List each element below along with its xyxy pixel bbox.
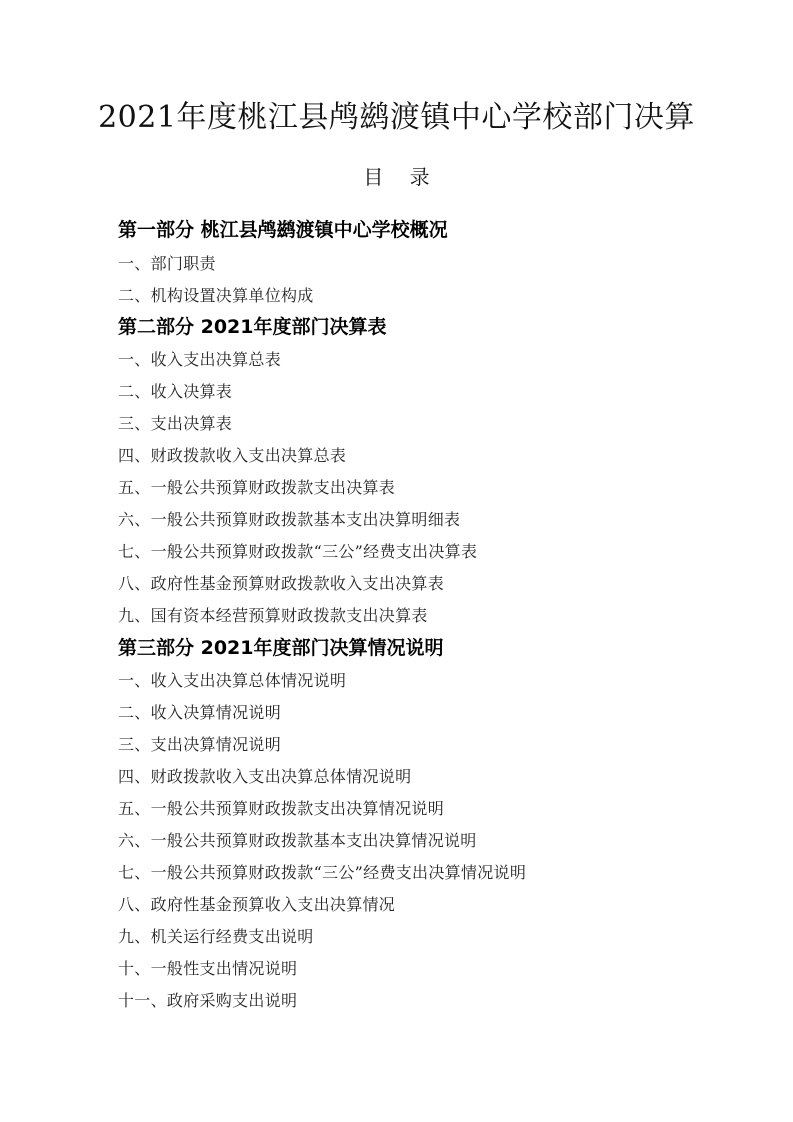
toc-item: 一、收入支出决算总体情况说明 <box>118 671 347 690</box>
toc-item: 四、财政拨款收入支出决算总表 <box>118 446 347 465</box>
toc-item: 二、收入决算情况说明 <box>118 703 282 722</box>
toc-item: 七、一般公共预算财政拨款“三公”经费支出决算表 <box>118 542 478 561</box>
toc-item: 六、一般公共预算财政拨款基本支出决算情况说明 <box>118 831 477 850</box>
toc-item: 一、部门职责 <box>118 254 216 273</box>
toc-heading: 目 录 <box>363 165 440 189</box>
toc-part-1-heading: 第一部分 桃江县鸬鹚渡镇中心学校概况 <box>118 219 448 241</box>
toc-item: 五、一般公共预算财政拨款支出决算表 <box>118 478 396 497</box>
toc-item: 一、收入支出决算总表 <box>118 350 282 369</box>
toc-item: 四、财政拨款收入支出决算总体情况说明 <box>118 767 412 786</box>
toc-item: 六、一般公共预算财政拨款基本支出决算明细表 <box>118 510 461 529</box>
toc-item: 十一、政府采购支出说明 <box>118 991 298 1010</box>
toc-item: 九、国有资本经营预算财政拨款支出决算表 <box>118 606 428 625</box>
toc-item: 八、政府性基金预算财政拨款收入支出决算表 <box>118 574 445 593</box>
toc-item: 五、一般公共预算财政拨款支出决算情况说明 <box>118 799 445 818</box>
toc-item: 三、支出决算情况说明 <box>118 735 282 754</box>
toc-part-3-heading: 第三部分 2021年度部门决算情况说明 <box>118 637 444 659</box>
toc-item: 十、一般性支出情况说明 <box>118 959 298 978</box>
toc-item: 八、政府性基金预算收入支出决算情况 <box>118 895 396 914</box>
document-title: 2021年度桃江县鸬鹚渡镇中心学校部门决算 <box>98 100 695 135</box>
toc-item: 二、机构设置决算单位构成 <box>118 286 314 305</box>
toc-part-2-heading: 第二部分 2021年度部门决算表 <box>118 316 387 338</box>
toc-item: 二、收入决算表 <box>118 382 233 401</box>
toc-item: 九、机关运行经费支出说明 <box>118 927 314 946</box>
toc-item: 七、一般公共预算财政拨款“三公”经费支出决算情况说明 <box>118 863 527 882</box>
toc-item: 三、支出决算表 <box>118 414 233 433</box>
